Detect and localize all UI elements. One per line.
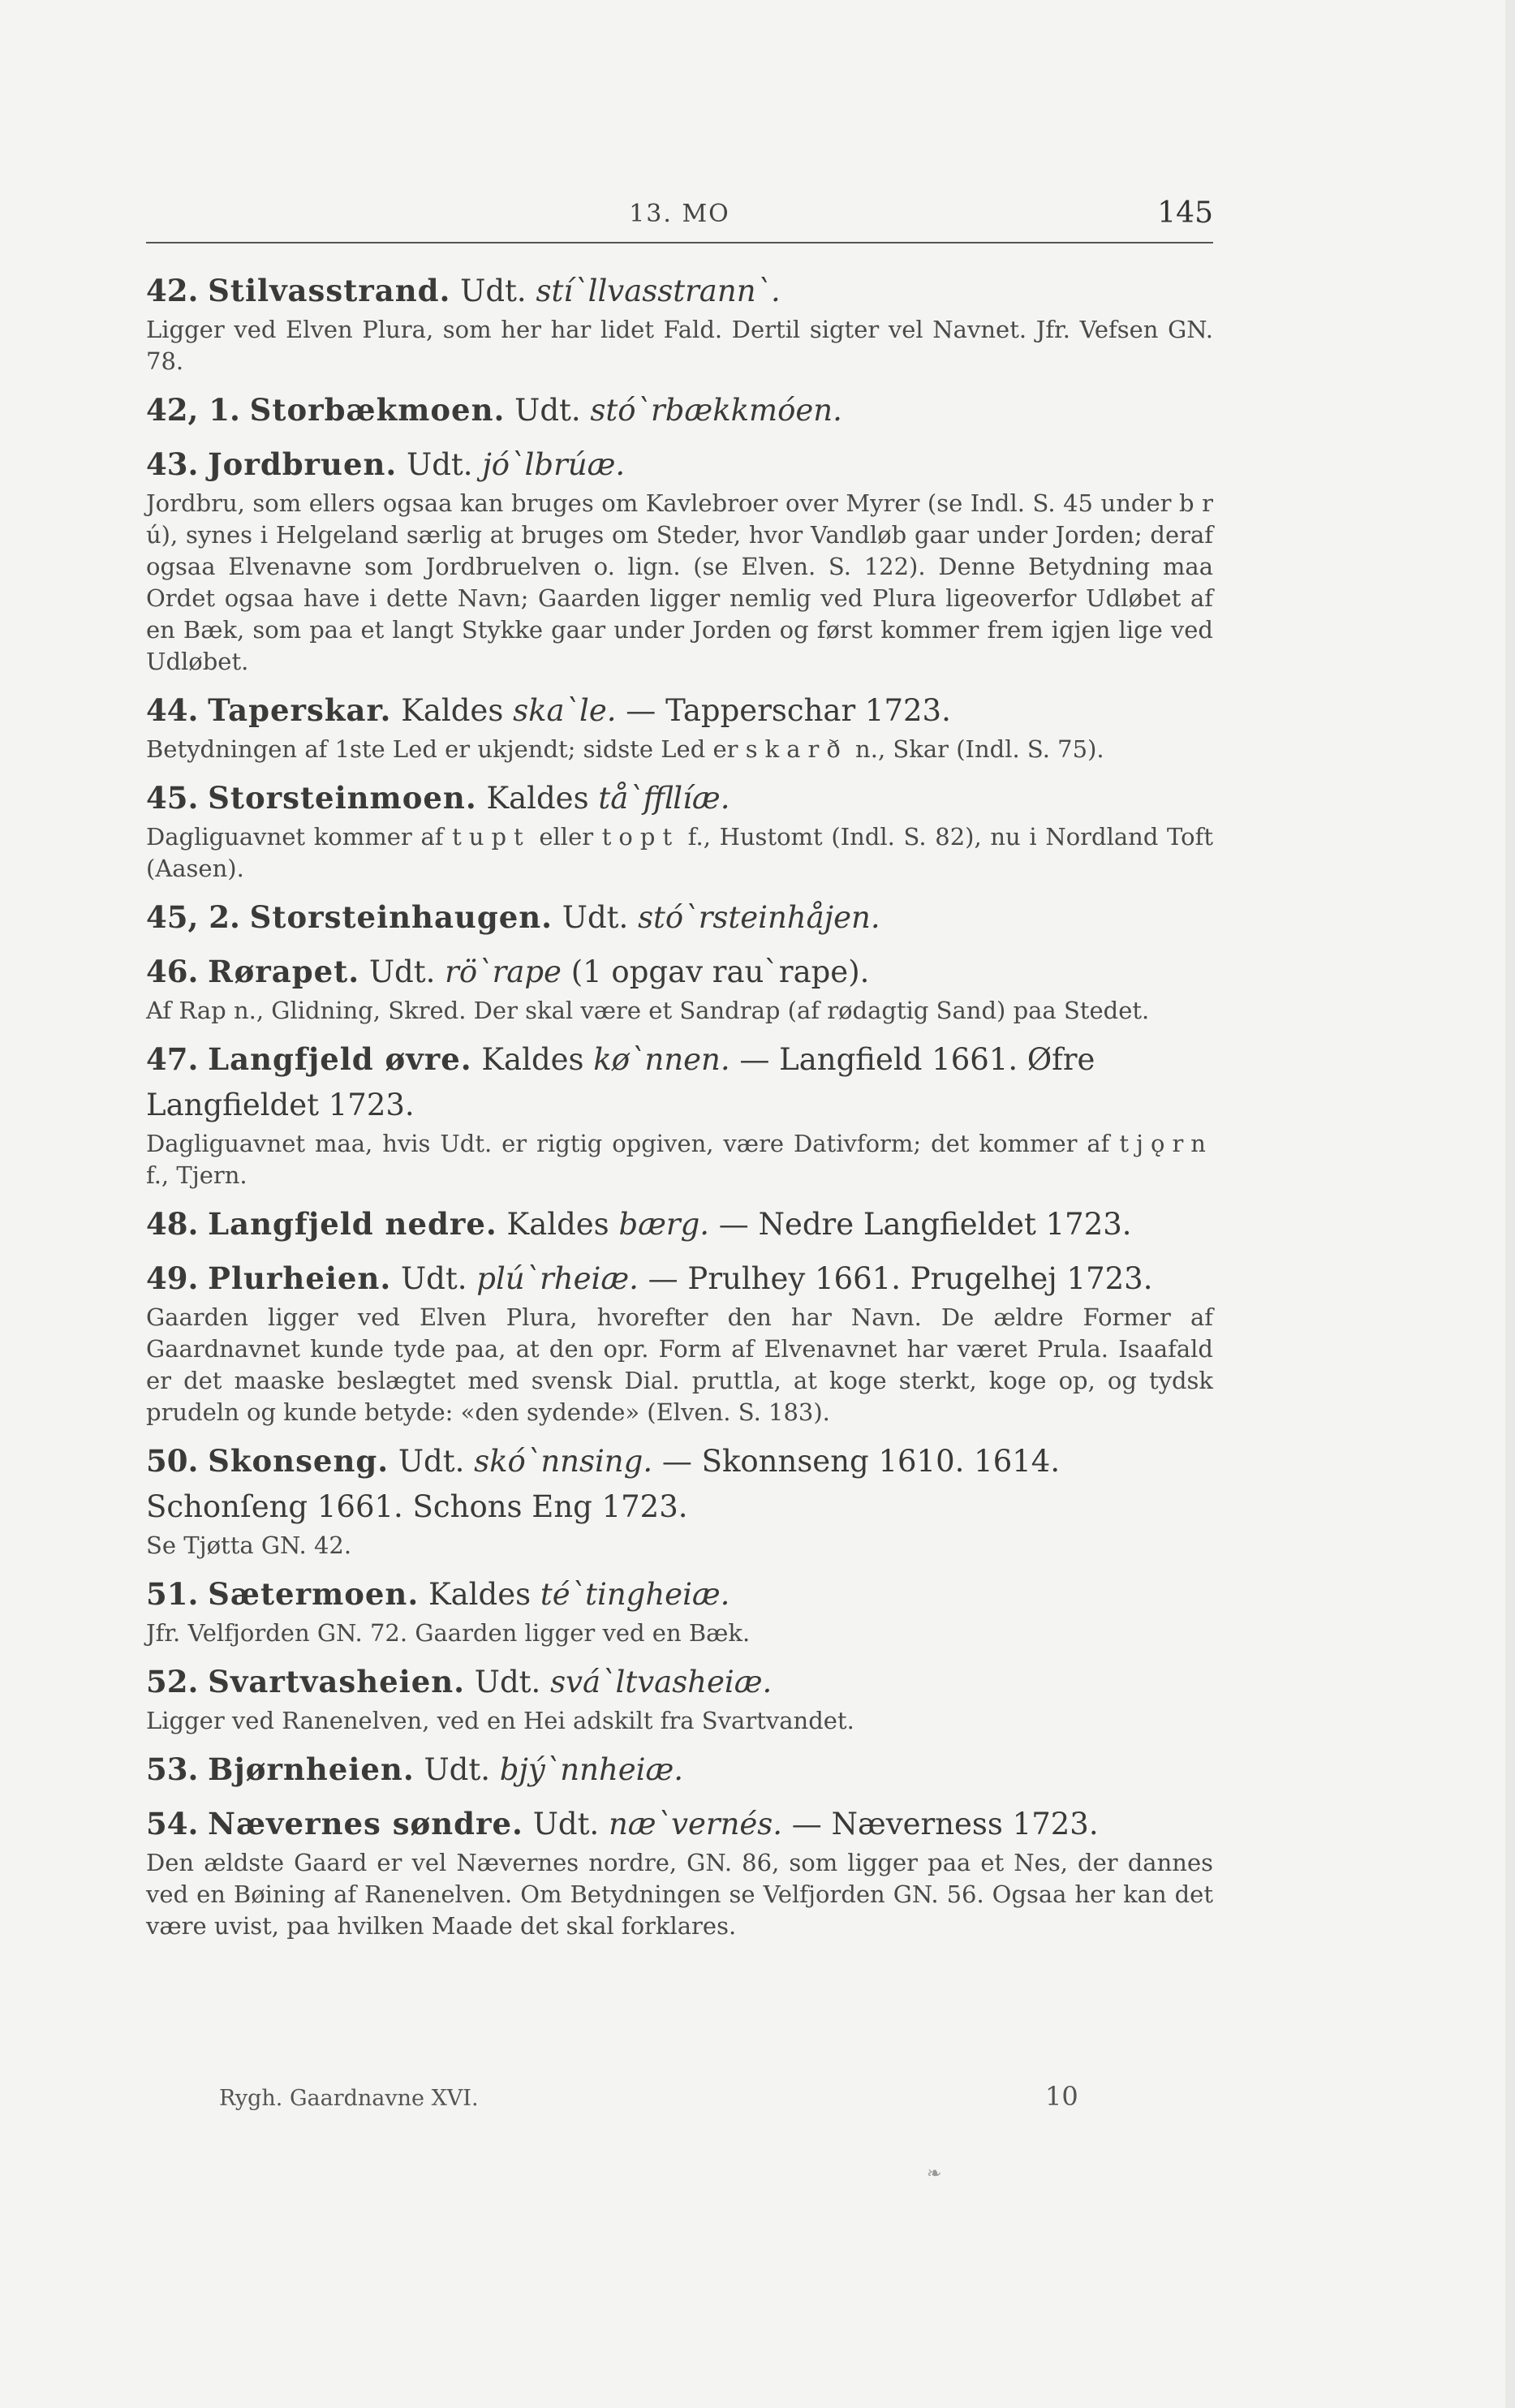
entry-text: Ligger ved Elven Plura, som her har lidet Fald. Dertil sigter vel Navnet. Jfr. Vefsen GN. 78. [146, 316, 1213, 375]
farm-name: Nævernes søndre. [208, 1806, 523, 1842]
entry-42-1 [146, 387, 1213, 433]
entry-text: Ligger ved Ranenelven, ved en Hei adskilt fra Svartvandet. [146, 1707, 854, 1734]
text-part: Betydningen af 1ste Led er ukjendt; sidste Led er [146, 735, 746, 763]
entry-number: 46. [146, 954, 199, 989]
farm-name: Sætermoen. [208, 1576, 420, 1612]
spaced-word: skarð [745, 735, 848, 763]
historical-forms: — Skonnseng 1610. 1614. Schonſeng 1661. Schons Eng 1723. [146, 1444, 1061, 1524]
entry-45-2 [146, 894, 1213, 941]
entry-text: Den ældste Gaard er vel Nævernes nordre, GN. 86, som ligger paa et Nes, der dannes ved en Bøining af Ranenelven. Om Betydningen se Velfjorden GN. 56. Ogsaa her kan det være uvist, paa hvilken Maade det skal forklares. [146, 1849, 1213, 1940]
pronunciation: té`tingheiæ. [540, 1577, 730, 1612]
text-part: Dagliguavnet kommer af [146, 823, 453, 851]
pronunciation: stí`llvasstrann`. [536, 274, 781, 308]
page [146, 0, 1213, 2408]
text-part: Dagliguavnet maa, hvis Udt. er rigtig opgiven, være Dativform; det kommer af [146, 1130, 1120, 1157]
entry-verb: Udt. [389, 1444, 475, 1479]
farm-name: Jordbruen. [208, 446, 398, 482]
entry-heading [146, 442, 1213, 488]
entry-54 [146, 1801, 1213, 1942]
entry-heading [146, 1036, 1213, 1128]
page-edge [1505, 0, 1515, 2408]
entry-heading [146, 1571, 1213, 1618]
pronunciation: stó`rsteinhåjen. [638, 900, 880, 935]
entry-verb: Udt. [391, 1261, 477, 1296]
entry-verb: Kaldes [497, 1207, 619, 1242]
entry-number: 53. [146, 1751, 199, 1787]
signature-mark: Rygh. Gaardnavne XVI. [219, 2086, 479, 2111]
entry-number: 51. [146, 1576, 199, 1612]
historical-forms: (1 opgav rau`rape). [561, 954, 870, 989]
entry-heading [146, 1438, 1213, 1530]
entry-number: 42. [146, 273, 199, 308]
farm-name: Stilvasstrand. [208, 273, 451, 308]
ornament-mark: ❧ [927, 2164, 942, 2184]
entry-verb: Kaldes [419, 1577, 540, 1612]
header-rule [146, 242, 1213, 243]
farm-name: Storbækmoen. [249, 392, 506, 428]
entry-text: Jordbru, som ellers ogsaa kan bruges om Kavlebroer over Myrer (se Indl. S. 45 under b r ú), synes i Helgeland særlig at bruges om Steder, hvor Vandløb gaar under Jorden; deraf ogsaa Elvenavne som Jordbruelven o. lign. (se Elven. S. 122). Denne Betydning maa Ordet ogsaa have i dette Navn; Gaarden ligger nemlig ved Plura ligeoverfor Udløbet af en Bæk, som paa et langt Stykke gaar under Jorden og først kommer frem igjen lige ved Udløbet. [146, 489, 1213, 675]
entry-52 [146, 1659, 1213, 1737]
entry-verb: Udt. [359, 954, 445, 989]
entry-heading [146, 894, 1213, 941]
pronunciation: kø`nnen. [593, 1042, 730, 1077]
text-part: eller [530, 823, 602, 851]
farm-name: Taperskar. [208, 692, 392, 728]
entry-text [146, 821, 1213, 885]
entry-heading [146, 1201, 1213, 1247]
entry-number: 45, 2. [146, 899, 240, 935]
pronunciation: skó`nnsing. [474, 1444, 653, 1479]
pronunciation: næ`vernés. [608, 1807, 783, 1842]
entry-44 [146, 687, 1213, 765]
entry-number: 47. [146, 1041, 199, 1077]
entry-43 [146, 442, 1213, 678]
farm-name: Plurheien. [208, 1260, 392, 1296]
pronunciation: ska`le. [513, 693, 617, 728]
entry-verb: Kaldes [391, 693, 514, 728]
entry-text: Gaarden ligger ved Elven Plura, hvorefter den har Navn. De ældre Former af Gaardnavnet kunde tyde paa, at den opr. Form af Elvenavnet har været Prula. Isaafald er det maaske beslægtet med svensk Dial. pruttla, at koge sterkt, koge op, og tydsk prudeln og kunde betyde: «den sydende» (Elven. S. 183). [146, 1303, 1213, 1426]
entry-46 [146, 949, 1213, 1027]
entry-51 [146, 1571, 1213, 1649]
entries [146, 268, 1213, 1952]
entry-heading [146, 1659, 1213, 1705]
entry-50 [146, 1438, 1213, 1562]
entry-48 [146, 1201, 1213, 1247]
entry-heading [146, 1256, 1213, 1302]
entry-heading [146, 387, 1213, 433]
entry-verb: Kaldes [476, 781, 599, 816]
entry-verb: Udt. [505, 393, 591, 428]
pronunciation: rö`rape [445, 954, 562, 989]
running-header [146, 196, 1213, 242]
entry-text [146, 734, 1213, 765]
entry-number: 49. [146, 1260, 199, 1296]
entry-number: 43. [146, 446, 199, 482]
sheet-number: 10 [1045, 2081, 1078, 2112]
entry-heading [146, 268, 1213, 314]
farm-name: Storsteinhaugen. [249, 899, 553, 935]
entry-45 [146, 775, 1213, 885]
entry-verb: Kaldes [471, 1042, 594, 1077]
farm-name: Storsteinmoen. [208, 780, 477, 816]
entry-number: 42, 1. [146, 392, 240, 428]
pronunciation: jó`lbrúæ. [482, 447, 626, 482]
pronunciation: bærg. [618, 1207, 710, 1242]
entry-number: 44. [146, 692, 199, 728]
entry-47 [146, 1036, 1213, 1191]
spaced-word: tupt [452, 823, 531, 851]
pronunciation: bjý`nnheiæ. [499, 1752, 684, 1787]
entry-heading [146, 775, 1213, 821]
text-part: f., Tjern. [146, 1161, 247, 1189]
historical-forms: — Prulhey 1661. Prugelhej 1723. [638, 1261, 1153, 1296]
text-part: f., Hustomt (Indl. S. 82), nu i Nordland Toft (Aasen). [146, 823, 1213, 882]
entry-text: Se Tjøtta GN. 42. [146, 1531, 352, 1559]
header-title: 13. MO [629, 200, 730, 228]
farm-name: Skonseng. [208, 1443, 390, 1479]
entry-53 [146, 1747, 1213, 1793]
pronunciation: plú`rheiæ. [476, 1261, 639, 1296]
entry-49 [146, 1256, 1213, 1428]
pronunciation: tå`ffllíæ. [598, 781, 730, 816]
farm-name: Langfjeld øvre. [208, 1041, 472, 1077]
farm-name: Svartvasheien. [208, 1664, 466, 1699]
entry-heading [146, 1801, 1213, 1847]
historical-forms: — Næverness 1723. [782, 1807, 1099, 1842]
entry-text [146, 1128, 1213, 1191]
farm-name: Langfjeld nedre. [208, 1206, 497, 1242]
entry-number: 45. [146, 780, 199, 816]
page-number: 145 [1157, 196, 1213, 230]
entry-verb: Udt. [414, 1752, 500, 1787]
farm-name: Rørapet. [208, 954, 360, 989]
entry-42 [146, 268, 1213, 377]
historical-forms: — Nedre Langfieldet 1723. [709, 1207, 1132, 1242]
entry-number: 50. [146, 1443, 199, 1479]
entry-verb: Udt. [523, 1807, 609, 1842]
text-part: n., Skar (Indl. S. 75). [847, 735, 1104, 763]
entry-number: 48. [146, 1206, 199, 1242]
entry-heading [146, 687, 1213, 734]
pronunciation: stó`rbækkmóen. [590, 393, 842, 428]
spaced-word: tjǫrn [1119, 1130, 1213, 1157]
entry-verb: Udt. [450, 274, 536, 308]
entry-heading [146, 1747, 1213, 1793]
entry-heading [146, 949, 1213, 995]
entry-number: 52. [146, 1664, 199, 1699]
entry-verb: Udt. [553, 900, 639, 935]
spaced-word: topt [601, 823, 680, 851]
entry-text: Af Rap n., Glidning, Skred. Der skal være et Sandrap (af rødagtig Sand) paa Stedet. [146, 997, 1150, 1024]
entry-number: 54. [146, 1806, 199, 1842]
pronunciation: svá`ltvasheiæ. [550, 1665, 773, 1699]
historical-forms: — Langfield 1661. Øfre Langfieldet 1723. [146, 1042, 1095, 1122]
entry-text: Jfr. Velfjorden GN. 72. Gaarden ligger ved en Bæk. [146, 1619, 751, 1647]
farm-name: Bjørnheien. [208, 1751, 415, 1787]
entry-verb: Udt. [397, 447, 483, 482]
entry-verb: Udt. [465, 1665, 551, 1699]
historical-forms: — Tapperschar 1723. [616, 693, 951, 728]
